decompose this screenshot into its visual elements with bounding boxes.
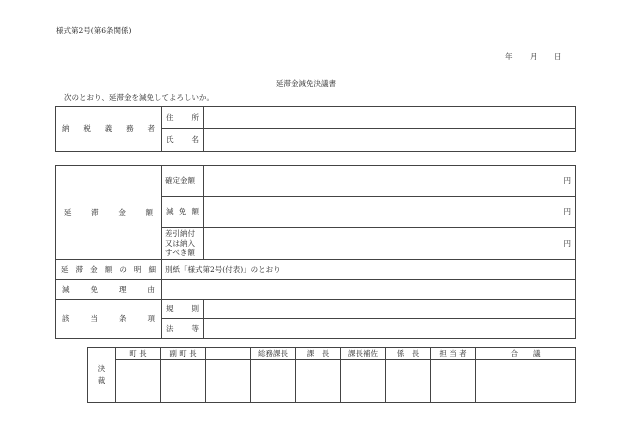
approval-col-blank — [206, 348, 251, 360]
seal-box-mayor[interactable] — [116, 360, 161, 403]
address-field[interactable] — [204, 107, 576, 129]
law-label: 法 等 — [162, 319, 204, 339]
name-field[interactable] — [204, 129, 576, 152]
taxpayer-label: 納 税 義 務 者 — [56, 107, 162, 152]
approval-col-mayor: 町 長 — [116, 348, 161, 360]
rule-field[interactable] — [204, 300, 576, 319]
reduction-amount-field[interactable] — [204, 197, 576, 228]
seal-box-general-affairs-chief[interactable] — [251, 360, 296, 403]
approval-col-assistant-chief: 課長補佐 — [341, 348, 386, 360]
address-label: 住 所 — [162, 107, 204, 129]
approval-table — [87, 347, 576, 403]
approval-label: 決 裁 — [88, 348, 116, 403]
approval-col-general-affairs-chief: 総務課長 — [251, 348, 296, 360]
yen-unit: 円 — [563, 176, 571, 186]
name-label: 氏 名 — [162, 129, 204, 152]
seal-box-deputy-mayor[interactable] — [161, 360, 206, 403]
delinquent-amount-label: 延 滞 金 額 — [56, 166, 162, 260]
detail-label: 延 滞 金 額 の 明 細 — [56, 260, 162, 280]
approval-col-subsection-chief: 係 長 — [386, 348, 431, 360]
detail-field[interactable]: 別紙「様式第2号(付表)」のとおり — [162, 260, 576, 280]
remaining-amount-field[interactable] — [204, 228, 576, 260]
reason-field[interactable] — [162, 280, 576, 300]
intro-text: 次のとおり、延滞金を減免してよろしいか。 — [64, 93, 214, 102]
seal-box-subsection-chief[interactable] — [386, 360, 431, 403]
rule-label: 規 則 — [162, 300, 204, 319]
yen-unit: 円 — [563, 207, 571, 217]
confirmed-amount-label: 確定金額 — [162, 166, 204, 197]
date-month: 月 — [530, 52, 538, 61]
approval-col-deputy-mayor: 副 町 長 — [161, 348, 206, 360]
seal-box-section-chief[interactable] — [296, 360, 341, 403]
approval-col-section-chief: 課 長 — [296, 348, 341, 360]
date-day: 日 — [554, 52, 562, 61]
seal-box-blank[interactable] — [206, 360, 251, 403]
date-year: 年 — [505, 52, 513, 61]
clause-label: 該 当 条 項 — [56, 300, 162, 339]
approval-col-consultation: 合 議 — [476, 348, 576, 360]
document-title: 延滞金減免決議書 — [276, 79, 336, 88]
approval-col-person-in-charge: 担 当 者 — [431, 348, 476, 360]
seal-box-assistant-chief[interactable] — [341, 360, 386, 403]
taxpayer-table — [55, 106, 576, 152]
amount-table — [55, 165, 576, 339]
confirmed-amount-field[interactable] — [204, 166, 576, 197]
seal-box-consultation[interactable] — [476, 360, 576, 403]
law-field[interactable] — [204, 319, 576, 339]
yen-unit: 円 — [563, 238, 571, 248]
remaining-amount-label: 差引納付 又は納入 すべき額 — [162, 228, 204, 260]
seal-box-person-in-charge[interactable] — [431, 360, 476, 403]
reduction-amount-label: 減 免 額 — [162, 197, 204, 228]
form-number: 様式第2号(第6条関係) — [56, 26, 132, 35]
reason-label: 減 免 理 由 — [56, 280, 162, 300]
